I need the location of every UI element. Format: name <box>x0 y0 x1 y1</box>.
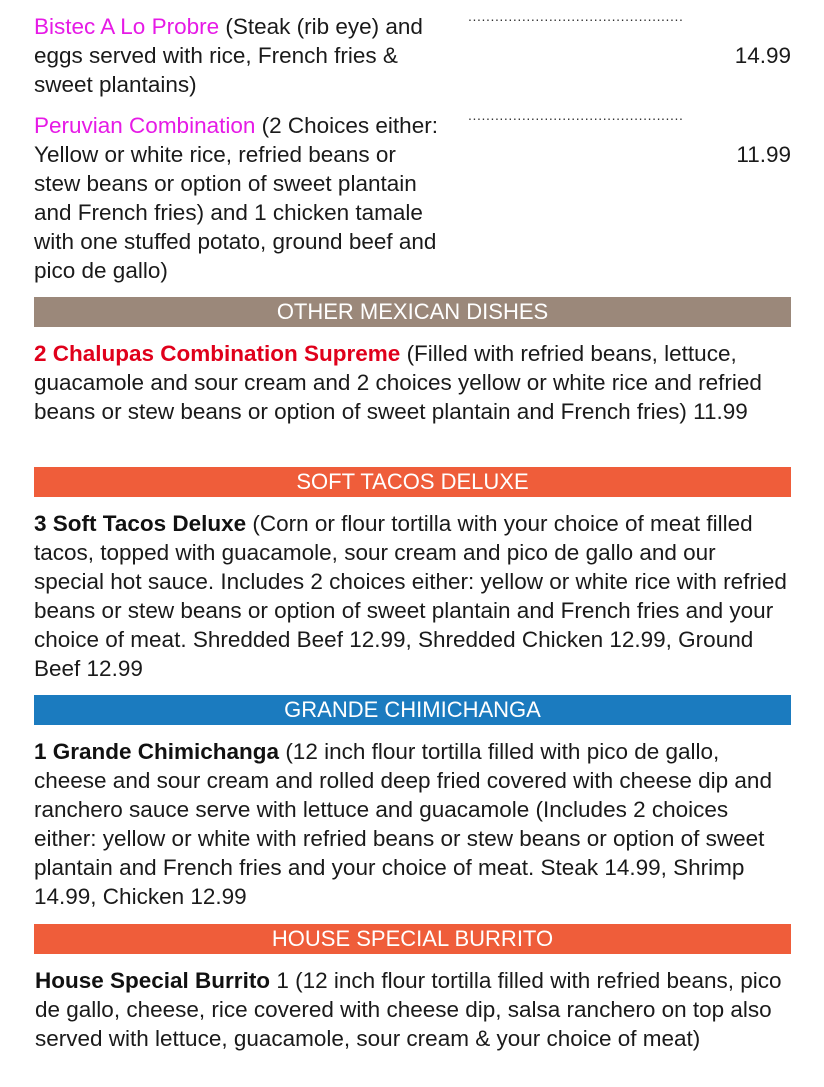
item-name: 1 Grande Chimichanga <box>34 739 280 764</box>
section-header-house-special-burrito: HOUSE SPECIAL BURRITO <box>34 924 791 954</box>
section-header-grande-chimichanga: GRANDE CHIMICHANGA <box>34 695 791 725</box>
item-description <box>34 111 444 285</box>
item-name: 2 Chalupas Combination Supreme <box>34 341 401 366</box>
item-name: House Special Burrito <box>35 968 271 993</box>
menu-item-peruvian-combination <box>34 107 791 285</box>
section-header-other-mexican-dishes: OTHER MEXICAN DISHES <box>34 297 791 327</box>
menu-item-bistec <box>34 8 791 99</box>
item-details: (Corn or flour tortilla with your choice of meat filled tacos, topped with guacamole, sour cream and pico de gallo and our special hot sauce. Includes 2 choices either: yellow or white rice with refried beans or stew beans or option of sweet plantain and French fries and your choice of meat. Shredded Beef 12.99, Shredded Chicken 12.99, Ground Beef 12.99 <box>34 511 787 681</box>
item-name: Bistec A Lo Probre <box>34 14 220 39</box>
item-details: (Filled with refried beans, lettuce, guacamole and sour cream and 2 choices yellow or white rice and refried beans or stew beans or option of sweet plantain and French fries) 11.99 <box>34 341 762 424</box>
dot-leader: ................................................ <box>468 8 684 24</box>
menu-item-chimichanga <box>34 737 791 911</box>
item-details: (12 inch flour tortilla filled with pico de gallo, cheese and sour cream and rolled deep fried covered with cheese dip and ranchero sauce serve with lettuce and guacamole (Includes 2 choices either: yellow or white with refried beans or stew beans or option of sweet plantain and French fries and your choice of meat. Steak 14.99, Shrimp 14.99, Chicken 12.99 <box>34 739 772 909</box>
item-details: (2 Choices either: Yellow or white rice, refried beans or stew beans or option of sweet plantain and French fries) and 1 chicken tamale with one stuffed potato, ground beef and pico de gallo) <box>34 113 438 283</box>
item-name: Peruvian Combination <box>34 113 256 138</box>
item-details: 1 (12 inch flour tortilla filled with refried beans, pico de gallo, cheese, rice covered with cheese dip, salsa ranchero on top also served with lettuce, guacamole, sour cream & your choice of meat) <box>35 968 782 1051</box>
item-description <box>34 12 444 99</box>
item-name: 3 Soft Tacos Deluxe <box>34 511 247 536</box>
item-price: 14.99 <box>734 43 791 68</box>
section-header-soft-tacos-deluxe: SOFT TACOS DELUXE <box>34 467 791 497</box>
menu-item-burrito <box>35 966 792 1053</box>
dot-leader: ................................................ <box>468 107 684 123</box>
menu-item-chalupas <box>34 339 791 426</box>
menu-item-soft-tacos <box>34 509 791 683</box>
item-details: (Steak (rib eye) and eggs served with rice, French fries & sweet plantains) <box>34 14 423 97</box>
item-price: 11.99 <box>736 142 791 167</box>
